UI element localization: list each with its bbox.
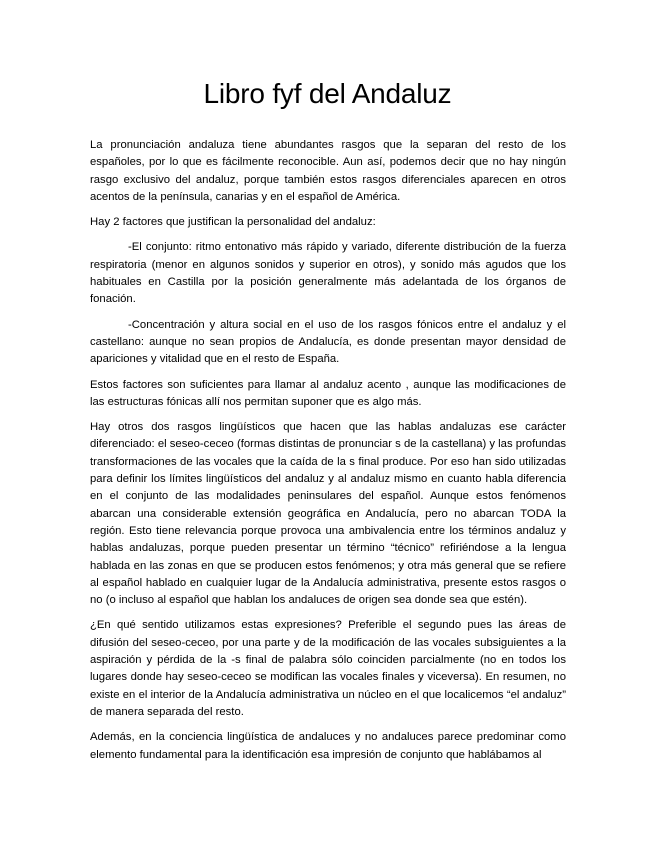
paragraph-bullet: -Concentración y altura social en el uso de los rasgos fónicos entre el andaluz y el castellano: aunque no sean propios de Andalucía, es donde presentan mayor densidad de apariciones y vitalidad que en el resto de España. [90,318,566,366]
paragraph-bullet: -El conjunto: ritmo entonativo más rápido y variado, diferente distribución de la fuerza respiratoria (menor en algunos sonidos y superior en otros), y sonido más agudos que los habituales en Castilla por la posición generalmente más adelantada de los órganos de fonación. [90,241,566,306]
page-title: Libro fyf del Andaluz [203,78,452,109]
paragraph: Estos factores son suficientes para llamar al andaluz acento , aunque las modificaciones de las estructuras fónicas allí nos permitan suponer que es algo más. [90,378,566,408]
paragraph: ¿En qué sentido utilizamos estas expresiones? Preferible el segundo pues las áreas de difusión del seseo-ceceo, por una parte y de la modificación de las vocales subsiguientes a la aspiración y pérdida de la -s final de palabra sólo coinciden parcialmente (no en todos los lugares donde hay seseo-ceceo se modifican las vocales finales y viceversa). En resumen, no existe en el interior de la Andalucía administrativa un núcleo en el que localicemos “el andaluz” de manera separada del resto. [90,619,566,718]
document-body [90,137,566,772]
paragraph: Hay 2 factores que justifican la personalidad del andaluz: [90,216,376,229]
paragraph: Hay otros dos rasgos lingüísticos que hacen que las hablas andaluzas ese carácter diferenciado: el seseo-ceceo (formas distintas de pronunciar s de la castellana) y las profundas transformaciones de las vocales que la caída de la s final produce. Por eso han sido utilizadas para definir los límites lingüísticos del andaluz y al andaluz mismo en cuanto habla diferencia en el conjunto de las modalidades peninsulares del español. Aunque estos fenómenos abarcan una considerable extensión geográfica en Andalucía, pero no abarcan TODA la región. Esto tiene relevancia porque provoca una ambivalencia entre los términos andaluz y hablas andaluzas, porque pueden presentar un término “técnico” refiriéndose a la lengua hablada en las zonas en que se producen estos fenómenos; y otra más general que se refiere al español hablado en cualquier lugar de la Andalucía administrativa, presente estos rasgos o no (o incluso al español que hablan los andaluces de origen sea donde sea que estén). [90,421,566,607]
paragraph: La pronunciación andaluza tiene abundantes rasgos que la separan del resto de los españoles, por lo que es fácilmente reconocible. Aun así, podemos decir que no hay ningún rasgo exclusivo del andaluz, porque también estos rasgos diferenciales aparecen en otros acentos de la península, canarias y en el español de América. [90,139,566,203]
paragraph: Además, en la conciencia lingüística de andaluces y no andaluces parece predominar como elemento fundamental para la identificación esa impresión de conjunto que hablábamos al [90,731,566,761]
